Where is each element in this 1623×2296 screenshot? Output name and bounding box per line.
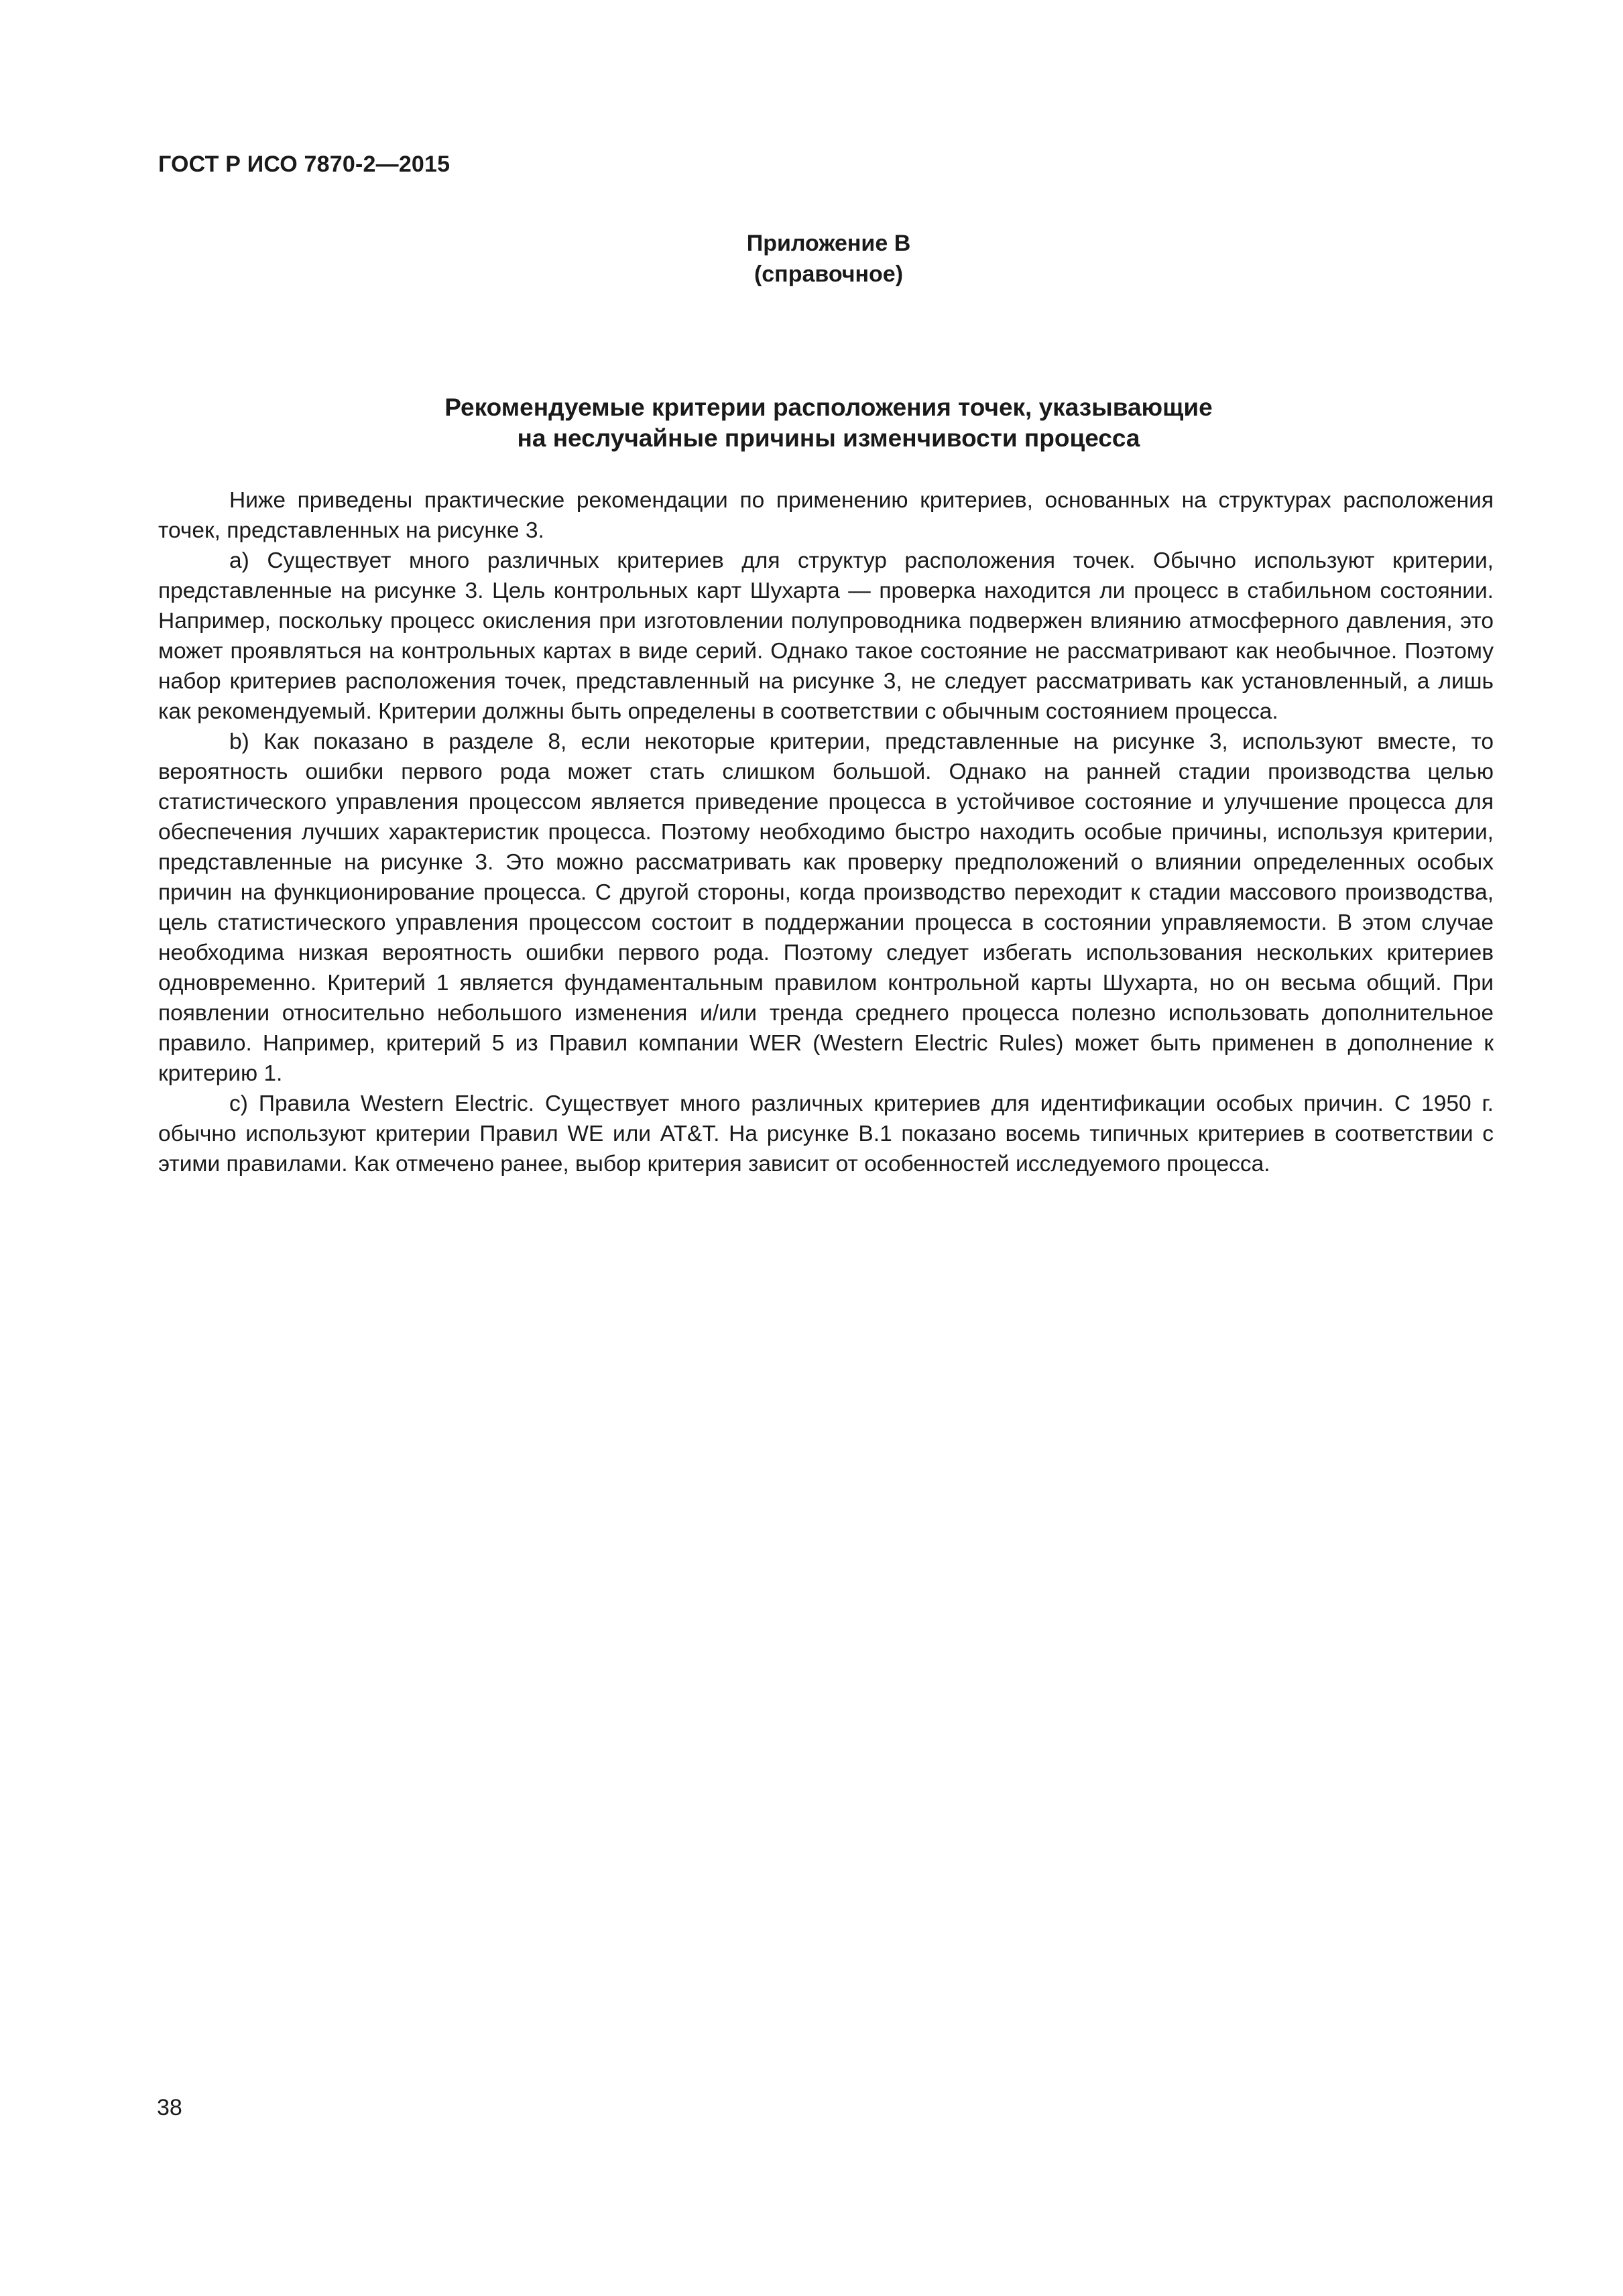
- section-title: [158, 392, 1499, 454]
- paragraph-a: a) Существует много различных критериев для структур расположения точек. Обычно используют критерии, представленные на рисунке 3. Цель контрольных карт Шухарта — проверка находится ли процесс в стабильном состоянии. Например, поскольку процесс окисления при изготовлении полупроводника подвержен влиянию атмосферного давления, это может проявляться на контрольных картах в виде серий. Однако такое состояние не рассматривают как необычное. Поэтому набор критериев расположения точек, представленный на рисунке 3, не следует рассматривать как установленный, а лишь как рекомендуемый. Критерии должны быть определены в соответствии с обычным состоянием процесса.: [158, 548, 1494, 724]
- paragraph-c: c) Правила Western Electric. Существует много различных критериев для идентификации особых причин. С 1950 г. обычно используют критерии Правил WE или AT&T. На рисунке В.1 показано восемь типичных критериев в соответствии с этими правилами. Как отмечено ранее, выбор критерия зависит от особенностей исследуемого процесса.: [158, 1091, 1494, 1176]
- section-title-line-2: на неслучайные причины изменчивости процесса: [517, 424, 1140, 452]
- section-title-line-1: Рекомендуемые критерии расположения точек, указывающие: [444, 394, 1213, 421]
- paragraph-intro: Ниже приведены практические рекомендации по применению критериев, основанных на структурах расположения точек, представленных на рисунке 3.: [158, 488, 1494, 543]
- standard-code-header: ГОСТ Р ИСО 7870-2—2015: [158, 152, 450, 177]
- appendix-label: Приложение В: [746, 231, 911, 256]
- paragraph-b: b) Как показано в разделе 8, если некоторые критерии, представленные на рисунке 3, используют вместе, то вероятность ошибки первого рода может стать слишком большой. Однако на ранней стадии производства целью статистического управления процессом является приведение процесса в устойчивое состояние и улучшение процесса для обеспечения лучших характеристик процесса. Поэтому необходимо быстро находить особые причины, используя критерии, представленные на рисунке 3. Это можно рассматривать как проверку предположений о влиянии определенных особых причин на функционирование процесса. С другой стороны, когда производство переходит к стадии массового производства, цель статистического управления процессом состоит в поддержании процесса в состоянии управляемости. В этом случае необходима низкая вероятность ошибки первого рода. Поэтому следует избегать использования нескольких критериев одновременно. Критерий 1 является фундаментальным правилом контрольной карты Шухарта, но он весьма общий. При появлении относительно небольшого изменения и/или тренда среднего процесса полезно использовать дополнительное правило. Например, критерий 5 из Правил компании WER (Western Electric Rules) может быть применен в дополнение к критерию 1.: [158, 729, 1494, 1086]
- appendix-type: (справочное): [754, 261, 904, 287]
- page-number: 38: [157, 2095, 182, 2120]
- body-text: [158, 485, 1494, 1179]
- appendix-heading: [158, 228, 1499, 290]
